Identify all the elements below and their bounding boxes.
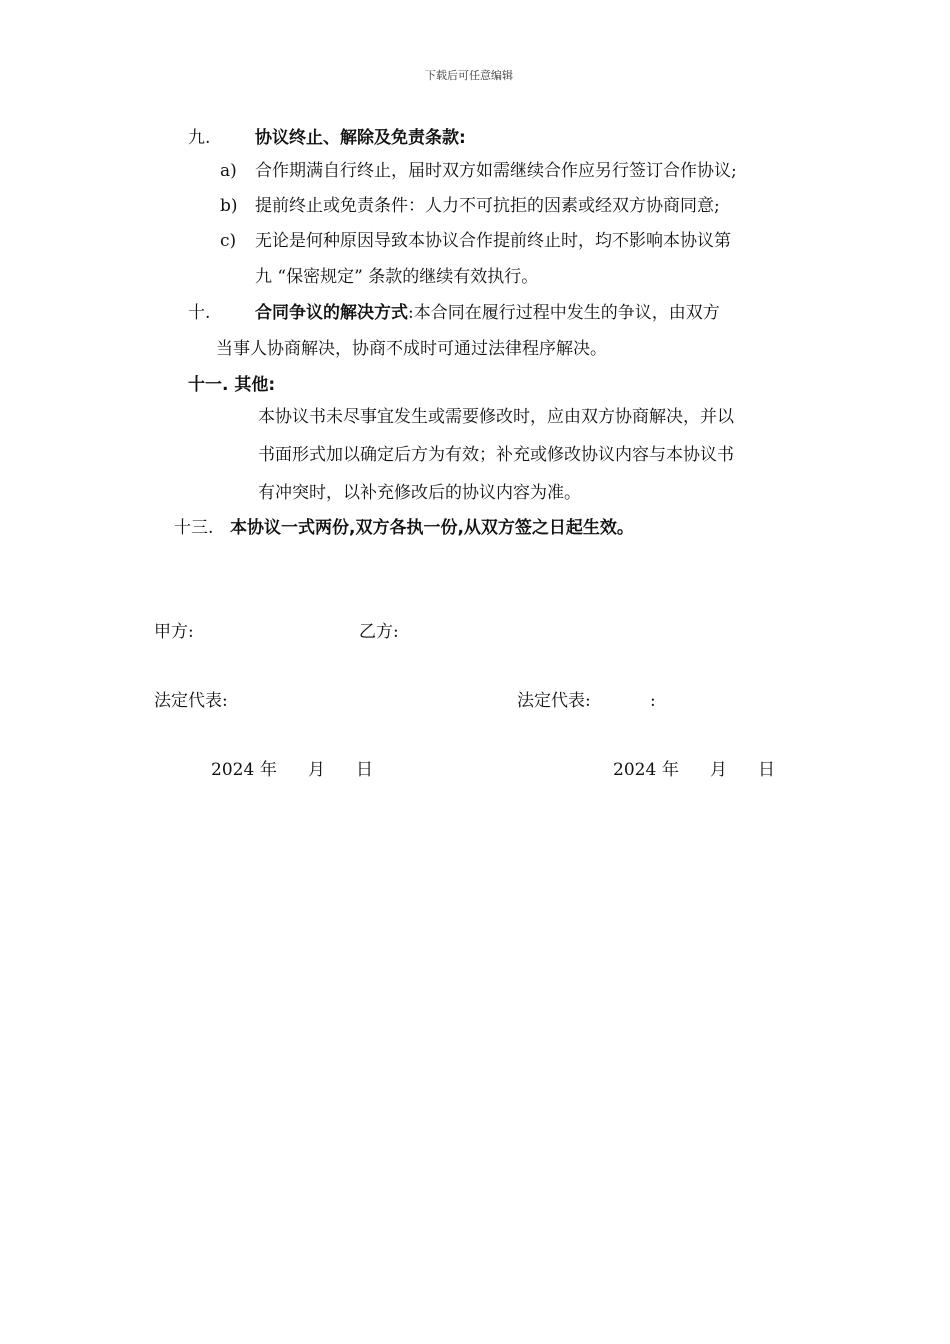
item-c-marker: c) (220, 231, 237, 251)
date-b-year-label: 年 (662, 760, 679, 780)
item-a-marker: a) (220, 161, 237, 181)
date-b-day-label: 日 (758, 760, 775, 780)
item-b-text: 提前终止或免责条件：人力不可抗拒的因素或经双方协商同意; (255, 196, 720, 216)
date-a-year-label: 年 (260, 760, 277, 780)
section-13-text: 本协议一式两份,双方各执一份,从双方签之日起生效。 (230, 518, 634, 538)
item-c-text: 无论是何种原因导致本协议合作提前终止时，均不影响本协议第 (255, 231, 731, 251)
section-11-line-3: 有冲突时，以补充修改后的协议内容为准。 (258, 483, 581, 503)
date-a-year: 2024 (211, 760, 255, 780)
item-b-marker: b) (220, 196, 238, 216)
section-11-line-1: 本协议书未尽事宜发生或需要修改时，应由双方协商解决，并以 (258, 407, 734, 427)
section-10-line2: 当事人协商解决，协商不成时可通过法律程序解决。 (216, 339, 607, 359)
section-9-number: 九. (188, 128, 211, 148)
section-10-line1: :本合同在履行过程中发生的争议，由双方 (408, 303, 720, 323)
section-10-number: 十. (188, 303, 211, 323)
date-b-month-label: 月 (710, 760, 727, 780)
section-10-title: 合同争议的解决方式 (255, 303, 408, 323)
header-note: 下载后可任意编辑 (425, 69, 513, 82)
rep-b-suffix: : (650, 691, 656, 711)
date-a-month-label: 月 (308, 760, 325, 780)
section-11-line-2: 书面形式加以确定后方为有效；补充或修改协议内容与本协议书 (258, 445, 734, 465)
rep-b-label: 法定代表: (517, 691, 591, 711)
rep-a-label: 法定代表: (154, 691, 228, 711)
section-9-title: 协议终止、解除及免责条款: (255, 128, 466, 148)
section-13-number: 十三. (174, 518, 214, 538)
item-a-text: 合作期满自行终止，届时双方如需继续合作应另行签订合作协议; (255, 161, 737, 181)
item-c-continuation: 九 “保密规定” 条款的继续有效执行。 (255, 267, 539, 287)
party-a-label: 甲方: (154, 622, 194, 642)
party-b-label: 乙方: (359, 622, 399, 642)
date-b-year: 2024 (613, 760, 657, 780)
section-11-heading: 十一. 其他: (188, 375, 276, 395)
date-a-day-label: 日 (356, 760, 373, 780)
